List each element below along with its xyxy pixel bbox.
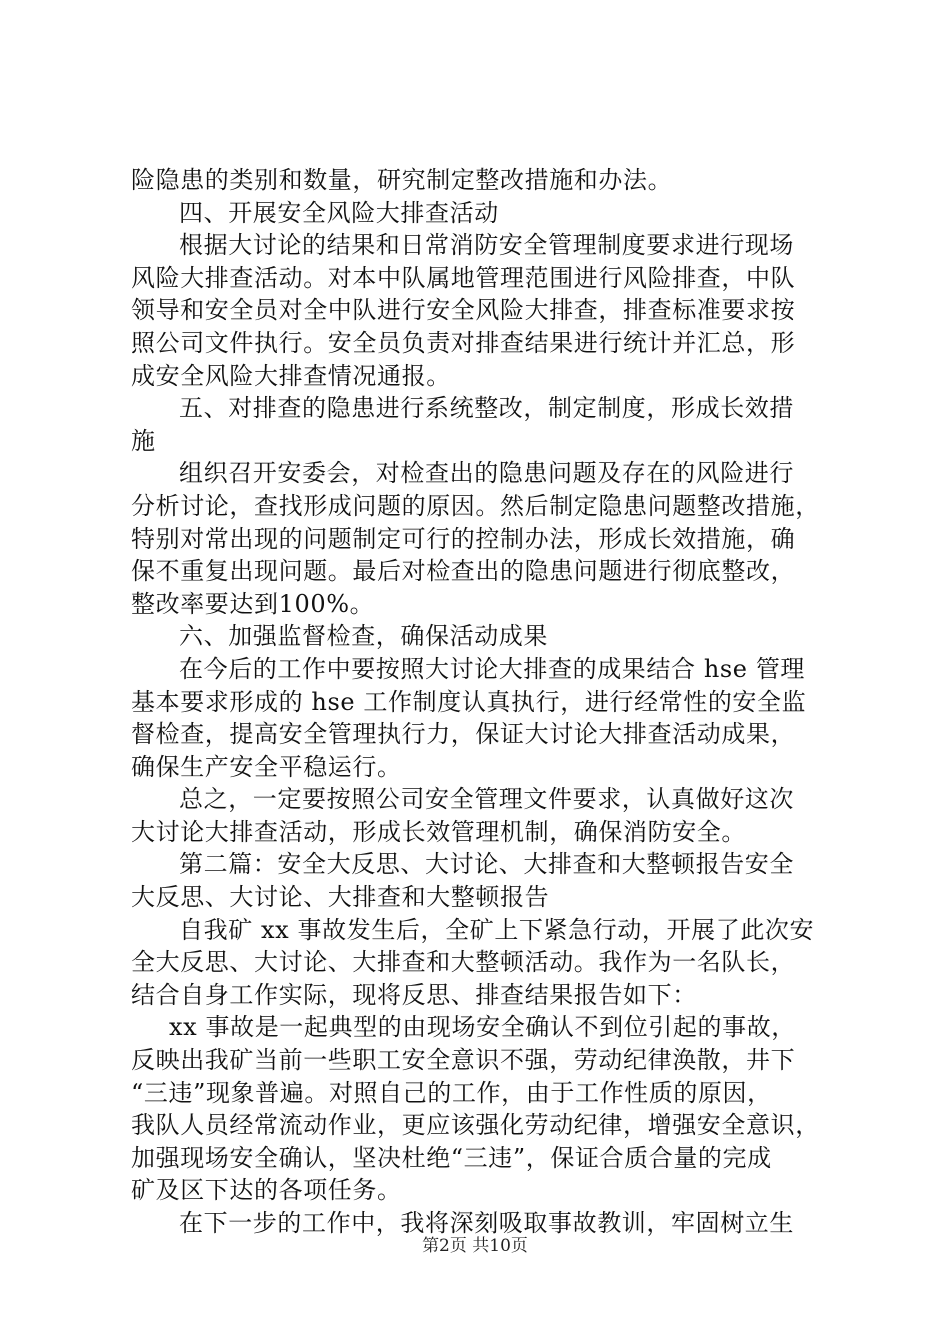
text-line: “三违”现象普遍。对照自己的工作，由于工作性质的原因，: [131, 1078, 772, 1107]
text-line: 总之，一定要按照公司安全管理文件要求，认真做好这次: [179, 785, 794, 814]
text-line: 保不重复出现问题。最后对检查出的隐患问题进行彻底整改，: [131, 557, 796, 586]
text-line: 在今后的工作中要按照大讨论大排查的成果结合 hse 管理: [179, 654, 806, 683]
text-line: 施: [131, 426, 156, 455]
text-line: 大反思、大讨论、大排查和大整顿报告: [131, 883, 550, 912]
text-line: 在下一步的工作中，我将深刻吸取事故教训，牢固树立生: [179, 1209, 794, 1237]
text-line: 照公司文件执行。安全员负责对排查结果进行统计并汇总，形: [131, 328, 796, 357]
text-line: 全大反思、大讨论、大排查和大整顿活动。我作为一名队长，: [131, 948, 796, 977]
text-line: 成安全风险大排查情况通报。: [131, 361, 451, 390]
text-line: 四、开展安全风险大排查活动: [179, 198, 499, 227]
text-line: 大讨论大排查活动，形成长效管理机制，确保消防安全。: [131, 817, 746, 846]
text-line: 确保生产安全平稳运行。: [131, 752, 402, 781]
document-body: [131, 164, 831, 1240]
text-line: 险隐患的类别和数量，研究制定整改措施和办法。: [131, 166, 673, 194]
text-line: 矿及区下达的各项任务。: [131, 1176, 402, 1205]
text-line: 反映出我矿当前一些职工安全意识不强，劳动纪律涣散，井下: [131, 1046, 796, 1075]
text-line: 基本要求形成的 hse 工作制度认真执行，进行经常性的安全监: [131, 687, 807, 716]
text-line: 加强现场安全确认，坚决杜绝“三违”，保证合质合量的完成: [131, 1143, 772, 1172]
text-line: 风险大排查活动。对本中队属地管理范围进行风险排查，中队: [131, 263, 796, 292]
page-footer: 第2页 共10页: [422, 1236, 528, 1256]
text-line: 分析讨论，查找形成问题的原因。然后制定隐患问题整改措施，: [131, 491, 820, 520]
text-line: 结合自身工作实际，现将反思、排查结果报告如下：: [131, 980, 697, 1009]
text-line: xx 事故是一起典型的由现场安全确认不到位引起的事故，: [169, 1013, 796, 1042]
text-line: 五、对排查的隐患进行系统整改，制定制度，形成长效措: [179, 394, 794, 423]
text-line: 六、加强监督检查，确保活动成果: [179, 622, 548, 651]
text-line: 根据大讨论的结果和日常消防安全管理制度要求进行现场: [179, 231, 794, 260]
text-line: 整改率要达到100%。: [131, 589, 375, 618]
text-line: 领导和安全员对全中队进行安全风险大排查，排查标准要求按: [131, 296, 796, 325]
text-line: 自我矿 xx 事故发生后，全矿上下紧急行动，开展了此次安: [179, 915, 815, 944]
text-line: 我队人员经常流动作业，更应该强化劳动纪律，增强安全意识，: [131, 1111, 820, 1140]
text-line: 第二篇：安全大反思、大讨论、大排查和大整顿报告安全: [179, 850, 794, 879]
text-line: 督检查，提高安全管理执行力，保证大讨论大排查活动成果，: [131, 720, 796, 749]
text-line: 组织召开安委会，对检查出的隐患问题及存在的风险进行: [179, 459, 794, 488]
text-line: 特别对常出现的问题制定可行的控制办法，形成长效措施，确: [131, 524, 796, 553]
